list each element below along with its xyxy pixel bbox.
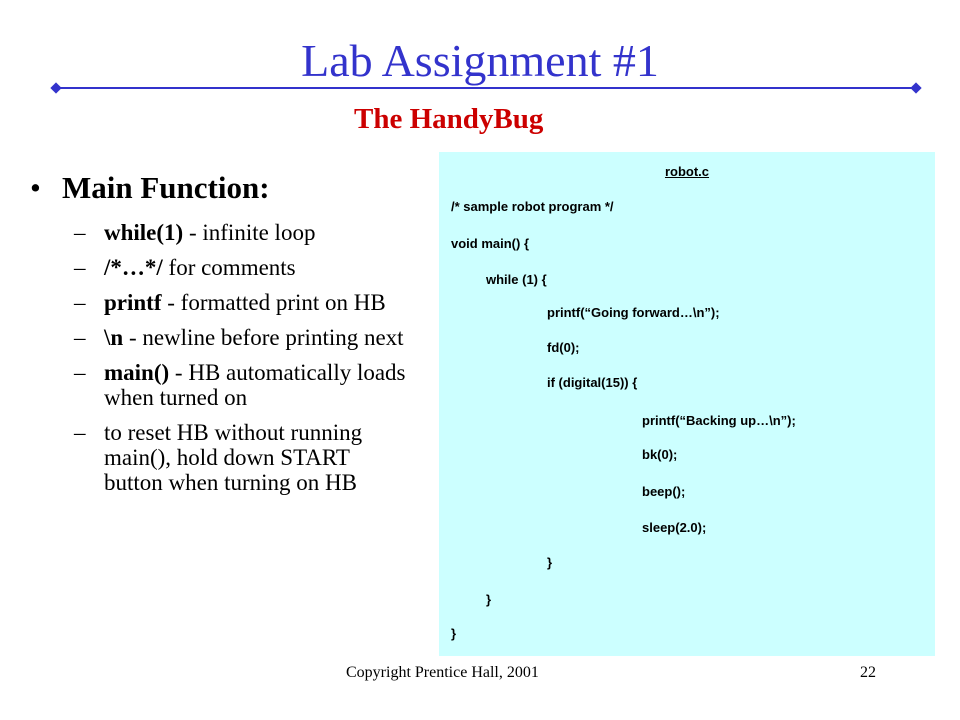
dash-glyph: – xyxy=(74,360,86,385)
dash-glyph: – xyxy=(74,290,86,315)
sub-bullet-keyword: /*…*/ xyxy=(104,255,163,280)
code-listing-box xyxy=(439,152,935,656)
sub-bullet-text: for comments xyxy=(162,255,296,280)
dash-glyph: – xyxy=(74,255,86,280)
code-line: if (digital(15)) { xyxy=(547,375,638,390)
sub-bullet-keyword: \n xyxy=(104,325,124,350)
sub-bullet-item xyxy=(74,255,414,280)
code-line: bk(0); xyxy=(642,447,678,462)
code-line: printf(“Backing up…\n”); xyxy=(642,413,796,428)
dash-glyph: – xyxy=(74,420,86,445)
code-line: fd(0); xyxy=(547,340,580,355)
sub-bullet-item xyxy=(74,360,414,410)
dash-glyph: – xyxy=(74,220,86,245)
code-line: printf(“Going forward…\n”); xyxy=(547,305,720,320)
code-line: } xyxy=(451,626,457,641)
title-divider xyxy=(56,87,916,89)
code-filename: robot.c xyxy=(664,164,710,179)
sub-bullet-item xyxy=(74,290,414,315)
code-line: sleep(2.0); xyxy=(642,520,707,535)
code-line: /* sample robot program */ xyxy=(451,199,614,214)
slide-title: Lab Assignment #1 xyxy=(301,35,659,86)
sub-bullet-item xyxy=(74,420,414,495)
sub-bullet-text: - newline before printing next xyxy=(123,325,404,350)
sub-bullet-item xyxy=(74,220,414,245)
sub-bullet-text: - infinite loop xyxy=(183,220,316,245)
code-line: } xyxy=(547,555,553,570)
sub-bullet-text: - HB automatically loads when turned on xyxy=(104,360,406,410)
code-line: while (1) { xyxy=(486,272,547,287)
main-bullet xyxy=(30,170,270,206)
sub-bullet-item xyxy=(74,325,414,350)
sub-bullet-text: to reset HB without running main(), hold down START button when turning on HB xyxy=(104,420,363,495)
main-bullet-label: Main Function: xyxy=(62,170,270,205)
code-line: } xyxy=(486,592,492,607)
code-line: beep(); xyxy=(642,484,686,499)
sub-bullet-text: - formatted print on HB xyxy=(161,290,386,315)
page-number: 22 xyxy=(860,664,876,681)
bullet-glyph: • xyxy=(30,170,41,205)
slide-subtitle: The HandyBug xyxy=(354,103,544,135)
dash-glyph: – xyxy=(74,325,86,350)
sub-bullet-keyword: printf xyxy=(104,290,162,315)
sub-bullet-keyword: main() xyxy=(104,360,170,385)
copyright-footer: Copyright Prentice Hall, 2001 xyxy=(346,664,539,681)
sub-bullet-list xyxy=(74,220,414,505)
code-line: void main() { xyxy=(451,236,530,251)
sub-bullet-keyword: while(1) xyxy=(104,220,184,245)
